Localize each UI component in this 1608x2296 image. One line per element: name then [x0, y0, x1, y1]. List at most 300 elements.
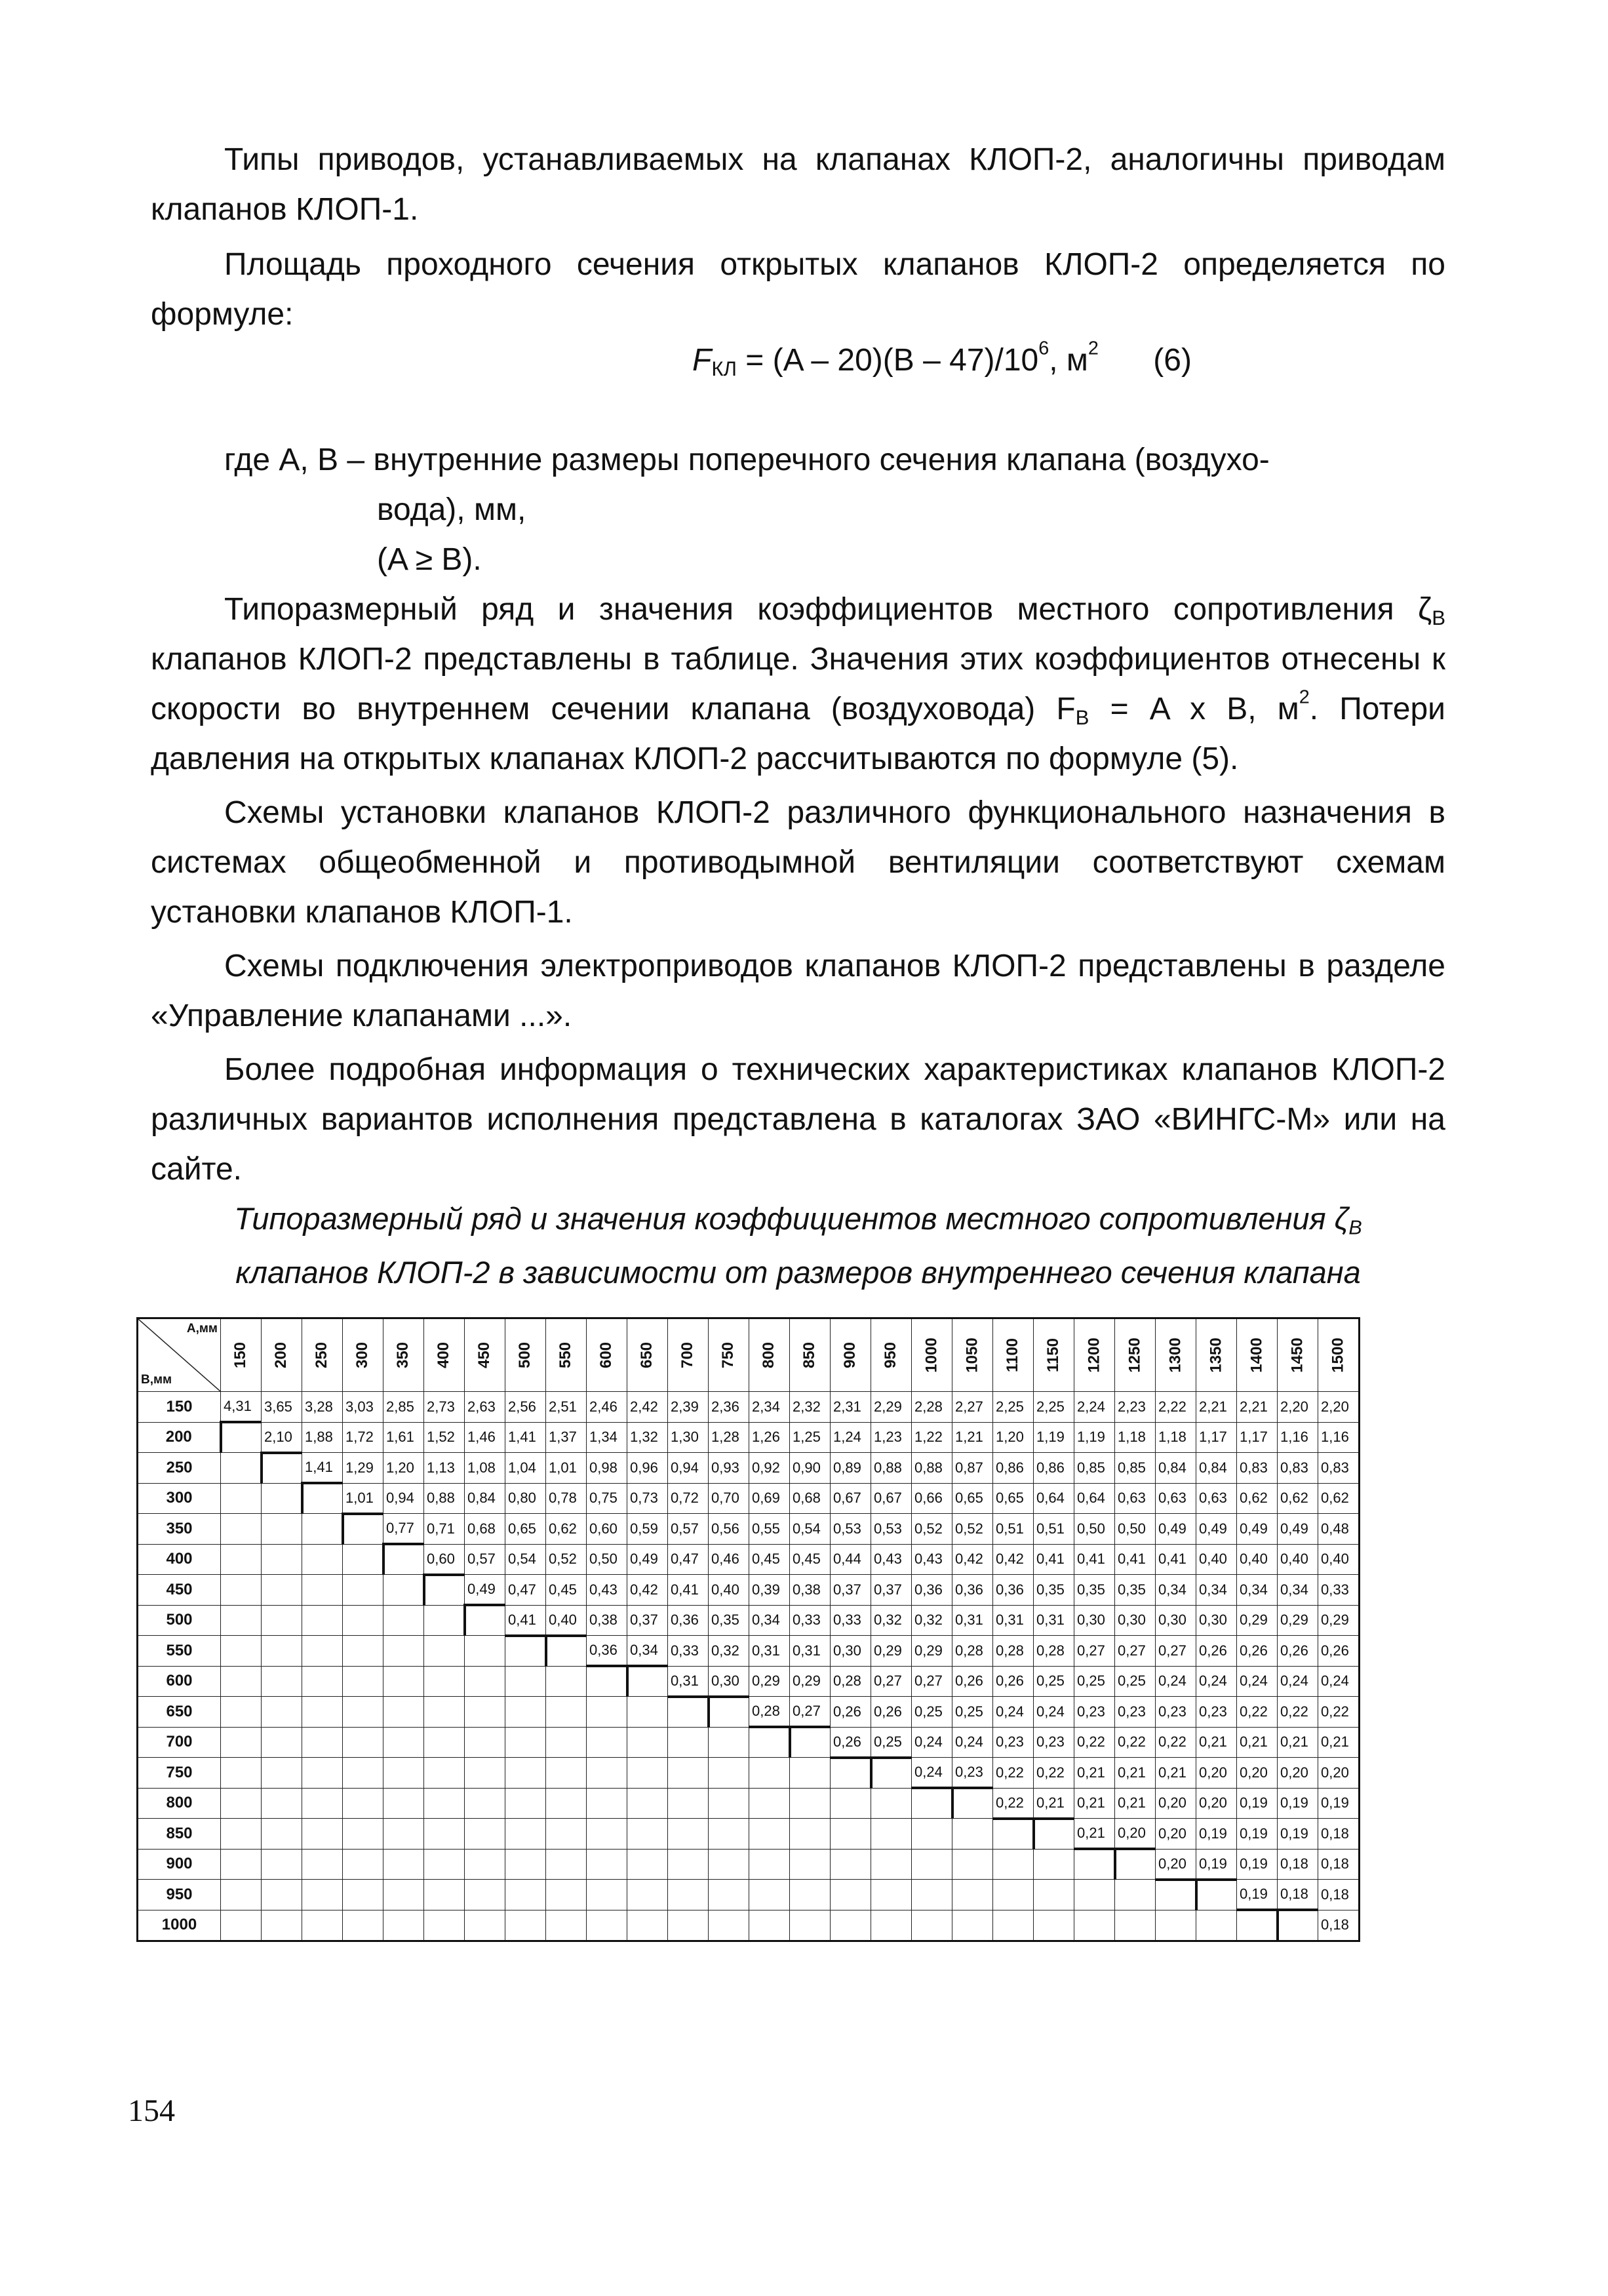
empty-cell: [709, 1758, 749, 1789]
empty-cell: [262, 1575, 302, 1606]
coefficient-cell: 0,64: [1074, 1483, 1115, 1514]
empty-cell: [343, 1666, 383, 1697]
empty-cell: [262, 1727, 302, 1758]
coefficient-cell: 0,49: [1237, 1514, 1278, 1545]
coefficient-cell: 0,32: [871, 1605, 912, 1636]
empty-cell: [465, 1605, 505, 1636]
empty-cell: [546, 1758, 587, 1789]
empty-cell: [343, 1514, 383, 1545]
empty-cell: [749, 1727, 790, 1758]
empty-cell: [627, 1880, 668, 1910]
coefficient-cell: 1,04: [505, 1453, 546, 1484]
coefficient-cell: 0,20: [1115, 1819, 1156, 1850]
empty-cell: [262, 1666, 302, 1697]
row-header: 650: [138, 1697, 221, 1728]
coefficient-cell: 2,29: [871, 1392, 912, 1423]
column-header: [1237, 1318, 1278, 1392]
coefficient-cell: 0,68: [465, 1514, 505, 1545]
coefficient-cell: 0,20: [1318, 1758, 1360, 1789]
coefficient-cell: 0,22: [1034, 1758, 1074, 1789]
coefficient-cell: 0,41: [1115, 1544, 1156, 1575]
coefficient-cell: 0,34: [1237, 1575, 1278, 1606]
empty-cell: [709, 1727, 749, 1758]
column-header: [343, 1318, 383, 1392]
coefficient-cell: 1,13: [424, 1453, 465, 1484]
coefficient-cell: 0,24: [1196, 1666, 1237, 1697]
empty-cell: [302, 1880, 343, 1910]
empty-cell: [505, 1636, 546, 1667]
empty-cell: [546, 1910, 587, 1941]
coefficient-cell: 0,71: [424, 1514, 465, 1545]
coefficient-cell: 1,72: [343, 1422, 383, 1453]
coefficient-cell: 0,37: [871, 1575, 912, 1606]
coefficient-cell: 0,49: [1278, 1514, 1318, 1545]
coefficient-cell: 0,21: [1074, 1788, 1115, 1819]
empty-cell: [383, 1666, 424, 1697]
coefficient-cell: 0,88: [424, 1483, 465, 1514]
coefficient-cell: 0,75: [587, 1483, 627, 1514]
coefficient-cell: 0,51: [1034, 1514, 1074, 1545]
empty-cell: [262, 1697, 302, 1728]
coefficient-cell: 0,59: [627, 1514, 668, 1545]
column-header-label: 1500: [1329, 1337, 1347, 1373]
empty-cell: [627, 1819, 668, 1850]
empty-cell: [221, 1697, 262, 1728]
coefficient-cell: 1,29: [343, 1453, 383, 1484]
legend-line-3: (A ≥ B).: [377, 542, 482, 577]
empty-cell: [505, 1910, 546, 1941]
coefficient-cell: 0,20: [1237, 1758, 1278, 1789]
coefficient-cell: 0,98: [587, 1453, 627, 1484]
coefficient-cell: 0,43: [871, 1544, 912, 1575]
coefficient-cell: 0,19: [1196, 1819, 1237, 1850]
empty-cell: [383, 1880, 424, 1910]
coefficient-cell: 0,42: [627, 1575, 668, 1606]
coefficient-cell: 0,88: [871, 1453, 912, 1484]
empty-cell: [871, 1819, 912, 1850]
coefficient-cell: 1,34: [587, 1422, 627, 1453]
column-header: [505, 1318, 546, 1392]
column-header-label: 500: [516, 1341, 534, 1369]
column-header-label: 200: [272, 1341, 290, 1369]
column-header: [1115, 1318, 1156, 1392]
coefficient-cell: 1,22: [912, 1422, 952, 1453]
empty-cell: [262, 1910, 302, 1941]
table-row: [138, 1697, 1360, 1728]
coefficient-cell: 0,22: [993, 1758, 1034, 1789]
coefficient-cell: 0,30: [1156, 1605, 1196, 1636]
empty-cell: [749, 1910, 790, 1941]
coefficient-cell: 0,24: [912, 1727, 952, 1758]
empty-cell: [302, 1788, 343, 1819]
coefficient-cell: 0,48: [1318, 1514, 1360, 1545]
row-header: 1000: [138, 1910, 221, 1941]
coefficient-cell: 2,46: [587, 1392, 627, 1423]
coefficient-cell: 1,30: [668, 1422, 709, 1453]
empty-cell: [1074, 1880, 1115, 1910]
coefficient-cell: 0,27: [1156, 1636, 1196, 1667]
empty-cell: [383, 1819, 424, 1850]
empty-cell: [952, 1880, 993, 1910]
coefficient-cell: 0,83: [1278, 1453, 1318, 1484]
empty-cell: [668, 1758, 709, 1789]
empty-cell: [1196, 1910, 1237, 1941]
empty-cell: [221, 1819, 262, 1850]
coefficient-cell: 0,55: [749, 1514, 790, 1545]
coefficient-cell: 0,64: [1034, 1483, 1074, 1514]
coefficient-cell: 0,26: [831, 1727, 871, 1758]
caption-line-2: клапанов КЛОП-2 в зависимости от размеров внутреннего сечения клапана: [235, 1255, 1361, 1290]
coefficient-cell: 0,62: [546, 1514, 587, 1545]
empty-cell: [383, 1636, 424, 1667]
coefficient-cell: 0,26: [1237, 1636, 1278, 1667]
coefficient-cell: 2,28: [912, 1392, 952, 1423]
coefficient-cell: 0,24: [952, 1727, 993, 1758]
coefficient-cell: 0,26: [1278, 1636, 1318, 1667]
coefficient-cell: 0,94: [383, 1483, 424, 1514]
empty-cell: [749, 1819, 790, 1850]
coefficient-cell: 0,31: [790, 1636, 831, 1667]
empty-cell: [587, 1849, 627, 1880]
coefficient-cell: 0,18: [1318, 1880, 1360, 1910]
empty-cell: [302, 1727, 343, 1758]
empty-cell: [343, 1758, 383, 1789]
empty-cell: [952, 1788, 993, 1819]
empty-cell: [505, 1758, 546, 1789]
formula-units: , м: [1049, 343, 1088, 378]
caption-subscript: В: [1348, 1216, 1362, 1239]
coefficient-cell: 1,18: [1156, 1422, 1196, 1453]
coefficient-cell: 0,43: [587, 1575, 627, 1606]
empty-cell: [668, 1697, 709, 1728]
coefficient-cell: 0,31: [668, 1666, 709, 1697]
coefficient-cell: 0,50: [1074, 1514, 1115, 1545]
coefficient-cell: 0,37: [627, 1605, 668, 1636]
coefficient-cell: 0,57: [668, 1514, 709, 1545]
coefficient-cell: 0,33: [790, 1605, 831, 1636]
empty-cell: [668, 1788, 709, 1819]
table-row: [138, 1453, 1360, 1484]
coefficient-cell: 0,24: [1278, 1666, 1318, 1697]
coefficient-cell: 2,36: [709, 1392, 749, 1423]
empty-cell: [302, 1910, 343, 1941]
coefficient-cell: 2,85: [383, 1392, 424, 1423]
table-caption: [151, 1192, 1445, 1299]
coefficient-cell: 0,54: [790, 1514, 831, 1545]
coefficient-cell: 0,83: [1318, 1453, 1360, 1484]
coefficient-cell: 0,43: [912, 1544, 952, 1575]
empty-cell: [465, 1666, 505, 1697]
column-header: [221, 1318, 262, 1392]
coefficient-cell: 0,18: [1278, 1849, 1318, 1880]
column-header-label: 900: [841, 1341, 859, 1369]
coefficient-cell: 0,19: [1318, 1788, 1360, 1819]
coefficient-cell: 0,24: [912, 1758, 952, 1789]
coefficient-cell: 0,26: [1318, 1636, 1360, 1667]
column-header-label: 1150: [1044, 1337, 1063, 1373]
coefficient-cell: 0,45: [546, 1575, 587, 1606]
coefficient-cell: 0,20: [1156, 1788, 1196, 1819]
table-row: [138, 1666, 1360, 1697]
empty-cell: [343, 1819, 383, 1850]
coefficient-cell: 0,40: [1318, 1544, 1360, 1575]
empty-cell: [871, 1788, 912, 1819]
square-superscript: 2: [1299, 686, 1310, 708]
empty-cell: [302, 1575, 343, 1606]
coefficient-cell: 1,25: [790, 1422, 831, 1453]
coefficient-cell: 0,40: [709, 1575, 749, 1606]
coefficient-cell: 1,46: [465, 1422, 505, 1453]
row-header: 950: [138, 1880, 221, 1910]
coefficient-cell: 0,40: [1237, 1544, 1278, 1575]
page-number: 154: [128, 2093, 175, 2128]
paragraph-coefficients: [151, 585, 1445, 784]
column-header: [912, 1318, 952, 1392]
column-header: [546, 1318, 587, 1392]
row-header: 400: [138, 1544, 221, 1575]
coefficient-cell: 0,93: [709, 1453, 749, 1484]
coefficient-cell: 0,28: [952, 1636, 993, 1667]
empty-cell: [587, 1788, 627, 1819]
column-header-label: 1300: [1166, 1337, 1185, 1373]
empty-cell: [505, 1697, 546, 1728]
empty-cell: [952, 1910, 993, 1941]
header-row: [138, 1318, 1360, 1392]
coefficient-cell: 0,29: [749, 1666, 790, 1697]
caption-line-1-text: Типоразмерный ряд и значения коэффициентов местного сопротивления ζ: [234, 1201, 1349, 1236]
coefficient-cell: 0,85: [1074, 1453, 1115, 1484]
empty-cell: [424, 1727, 465, 1758]
row-header: 450: [138, 1575, 221, 1606]
coefficient-cell: 0,31: [1034, 1605, 1074, 1636]
formula-legend: [224, 435, 1270, 585]
caption-line-1: [151, 1192, 1445, 1246]
coefficient-cell: 2,25: [993, 1392, 1034, 1423]
coefficient-cell: 0,24: [1237, 1666, 1278, 1697]
empty-cell: [831, 1880, 871, 1910]
empty-cell: [790, 1849, 831, 1880]
coefficient-cell: 0,65: [993, 1483, 1034, 1514]
coefficient-cell: 0,29: [912, 1636, 952, 1667]
empty-cell: [871, 1910, 912, 1941]
empty-cell: [912, 1788, 952, 1819]
empty-cell: [262, 1819, 302, 1850]
coefficient-cell: 0,49: [465, 1575, 505, 1606]
empty-cell: [1115, 1849, 1156, 1880]
coefficient-cell: 0,62: [1278, 1483, 1318, 1514]
empty-cell: [465, 1819, 505, 1850]
empty-cell: [343, 1788, 383, 1819]
empty-cell: [465, 1849, 505, 1880]
empty-cell: [221, 1544, 262, 1575]
empty-cell: [465, 1697, 505, 1728]
coefficient-cell: 0,84: [1156, 1453, 1196, 1484]
coefficient-cell: 0,50: [587, 1544, 627, 1575]
coefficient-cell: 0,29: [1318, 1605, 1360, 1636]
column-header: [262, 1318, 302, 1392]
row-header: 750: [138, 1758, 221, 1789]
coefficient-cell: 0,65: [952, 1483, 993, 1514]
empty-cell: [302, 1544, 343, 1575]
empty-cell: [627, 1727, 668, 1758]
column-header-label: 800: [760, 1341, 778, 1369]
empty-cell: [1156, 1910, 1196, 1941]
empty-cell: [424, 1605, 465, 1636]
coefficient-cell: 0,90: [790, 1453, 831, 1484]
row-header: 600: [138, 1666, 221, 1697]
table-row: [138, 1483, 1360, 1514]
coefficient-cell: 0,83: [1237, 1453, 1278, 1484]
column-header: [302, 1318, 343, 1392]
empty-cell: [912, 1849, 952, 1880]
coefficient-cell: 0,39: [749, 1575, 790, 1606]
empty-cell: [343, 1910, 383, 1941]
coefficient-cell: 0,29: [1237, 1605, 1278, 1636]
coefficient-cell: 0,21: [1074, 1758, 1115, 1789]
coefficient-cell: 0,25: [1034, 1666, 1074, 1697]
empty-cell: [831, 1849, 871, 1880]
coefficient-cell: 0,51: [993, 1514, 1034, 1545]
coefficient-cell: 3,65: [262, 1392, 302, 1423]
coefficient-cell: 0,86: [993, 1453, 1034, 1484]
empty-cell: [221, 1575, 262, 1606]
coefficient-cell: 0,21: [1074, 1819, 1115, 1850]
empty-cell: [302, 1514, 343, 1545]
column-header-label: 350: [394, 1341, 412, 1369]
coefficient-cell: 0,19: [1278, 1788, 1318, 1819]
empty-cell: [709, 1849, 749, 1880]
coefficient-cell: 1,61: [383, 1422, 424, 1453]
coefficient-cell: 3,03: [343, 1392, 383, 1423]
coefficient-cell: 0,42: [993, 1544, 1034, 1575]
coefficient-cell: 0,27: [790, 1697, 831, 1728]
empty-cell: [871, 1849, 912, 1880]
column-header-label: 850: [800, 1341, 819, 1369]
column-header-label: 300: [353, 1341, 372, 1369]
coefficient-cell: 0,40: [1278, 1544, 1318, 1575]
coefficient-cell: 0,29: [790, 1666, 831, 1697]
empty-cell: [221, 1880, 262, 1910]
coefficient-cell: 0,21: [1196, 1727, 1237, 1758]
coefficient-cell: 1,52: [424, 1422, 465, 1453]
empty-cell: [546, 1727, 587, 1758]
empty-cell: [1034, 1849, 1074, 1880]
formula-6: [692, 336, 1192, 386]
coefficient-cell: 0,25: [952, 1697, 993, 1728]
empty-cell: [1115, 1880, 1156, 1910]
column-header-label: 400: [435, 1341, 453, 1369]
coefficient-cell: 0,35: [709, 1605, 749, 1636]
coefficient-cell: 0,20: [1196, 1758, 1237, 1789]
coefficient-cell: 1,16: [1318, 1422, 1360, 1453]
coefficient-cell: 2,27: [952, 1392, 993, 1423]
coefficient-cell: 1,16: [1278, 1422, 1318, 1453]
coefficient-cell: 2,22: [1156, 1392, 1196, 1423]
coefficient-cell: 0,35: [1074, 1575, 1115, 1606]
coefficient-cell: 0,23: [1115, 1697, 1156, 1728]
coefficient-cell: 2,20: [1318, 1392, 1360, 1423]
column-header-label: 1400: [1247, 1337, 1266, 1373]
column-header-label: 1350: [1207, 1337, 1225, 1373]
coefficient-cell: 0,18: [1318, 1819, 1360, 1850]
empty-cell: [1034, 1910, 1074, 1941]
empty-cell: [831, 1788, 871, 1819]
column-header: [749, 1318, 790, 1392]
paragraph-wiring-schemes: Схемы подключения электроприводов клапанов КЛОП-2 представлены в разделе «Управление клапанами ...».: [151, 949, 1445, 1033]
coefficient-cell: 1,21: [952, 1422, 993, 1453]
coefficient-cell: 1,01: [343, 1483, 383, 1514]
coefficient-cell: 0,18: [1318, 1849, 1360, 1880]
coefficient-cell: 0,21: [1237, 1727, 1278, 1758]
coefficient-cell: 0,19: [1237, 1849, 1278, 1880]
coefficient-cell: 0,41: [668, 1575, 709, 1606]
empty-cell: [262, 1636, 302, 1667]
empty-cell: [668, 1819, 709, 1850]
empty-cell: [262, 1788, 302, 1819]
empty-cell: [790, 1727, 831, 1758]
coefficient-cell: 2,10: [262, 1422, 302, 1453]
empty-cell: [302, 1483, 343, 1514]
empty-cell: [465, 1910, 505, 1941]
coefficient-cell: 0,34: [749, 1605, 790, 1636]
coefficient-cell: 0,22: [1278, 1697, 1318, 1728]
coefficient-cell: 0,36: [668, 1605, 709, 1636]
coefficient-cell: 1,20: [383, 1453, 424, 1484]
table-row: [138, 1727, 1360, 1758]
empty-cell: [546, 1666, 587, 1697]
empty-cell: [993, 1880, 1034, 1910]
empty-cell: [1278, 1910, 1318, 1941]
empty-cell: [709, 1880, 749, 1910]
column-header-label: 1050: [963, 1337, 981, 1373]
coefficient-cell: 0,30: [831, 1636, 871, 1667]
coefficient-cell: 0,77: [383, 1514, 424, 1545]
empty-cell: [343, 1544, 383, 1575]
coefficient-cell: 0,40: [1196, 1544, 1237, 1575]
empty-cell: [424, 1910, 465, 1941]
table-row: [138, 1758, 1360, 1789]
coefficient-cell: 0,27: [912, 1666, 952, 1697]
paragraph-coefficients-part-2: клапанов КЛОП-2 представлены в таблице. Значения этих коэффициентов отнесены к скорости во внутреннем сечении клапана (воздуховода) F: [151, 642, 1445, 726]
coefficient-cell: 0,49: [1196, 1514, 1237, 1545]
table-row: [138, 1422, 1360, 1453]
row-header: 300: [138, 1483, 221, 1514]
coefficient-cell: 0,26: [871, 1697, 912, 1728]
coefficient-cell: 1,41: [302, 1453, 343, 1484]
coefficient-cell: 1,23: [871, 1422, 912, 1453]
coefficient-cell: 2,32: [790, 1392, 831, 1423]
coefficient-cell: 2,23: [1115, 1392, 1156, 1423]
empty-cell: [587, 1758, 627, 1789]
coefficient-cell: 0,41: [505, 1605, 546, 1636]
coefficient-cell: 0,86: [1034, 1453, 1074, 1484]
coefficient-cell: 0,84: [465, 1483, 505, 1514]
coefficient-cell: 0,36: [587, 1636, 627, 1667]
legend-line-2: вода), мм,: [377, 492, 526, 527]
empty-cell: [1034, 1819, 1074, 1850]
coefficient-cell: 0,30: [1074, 1605, 1115, 1636]
empty-cell: [546, 1849, 587, 1880]
empty-cell: [221, 1727, 262, 1758]
coefficient-cell: 0,84: [1196, 1453, 1237, 1484]
coefficient-cell: 0,30: [709, 1666, 749, 1697]
row-header: 700: [138, 1727, 221, 1758]
empty-cell: [546, 1636, 587, 1667]
row-header: 800: [138, 1788, 221, 1819]
column-header: [627, 1318, 668, 1392]
empty-cell: [221, 1422, 262, 1453]
coefficient-cell: 0,20: [1156, 1849, 1196, 1880]
